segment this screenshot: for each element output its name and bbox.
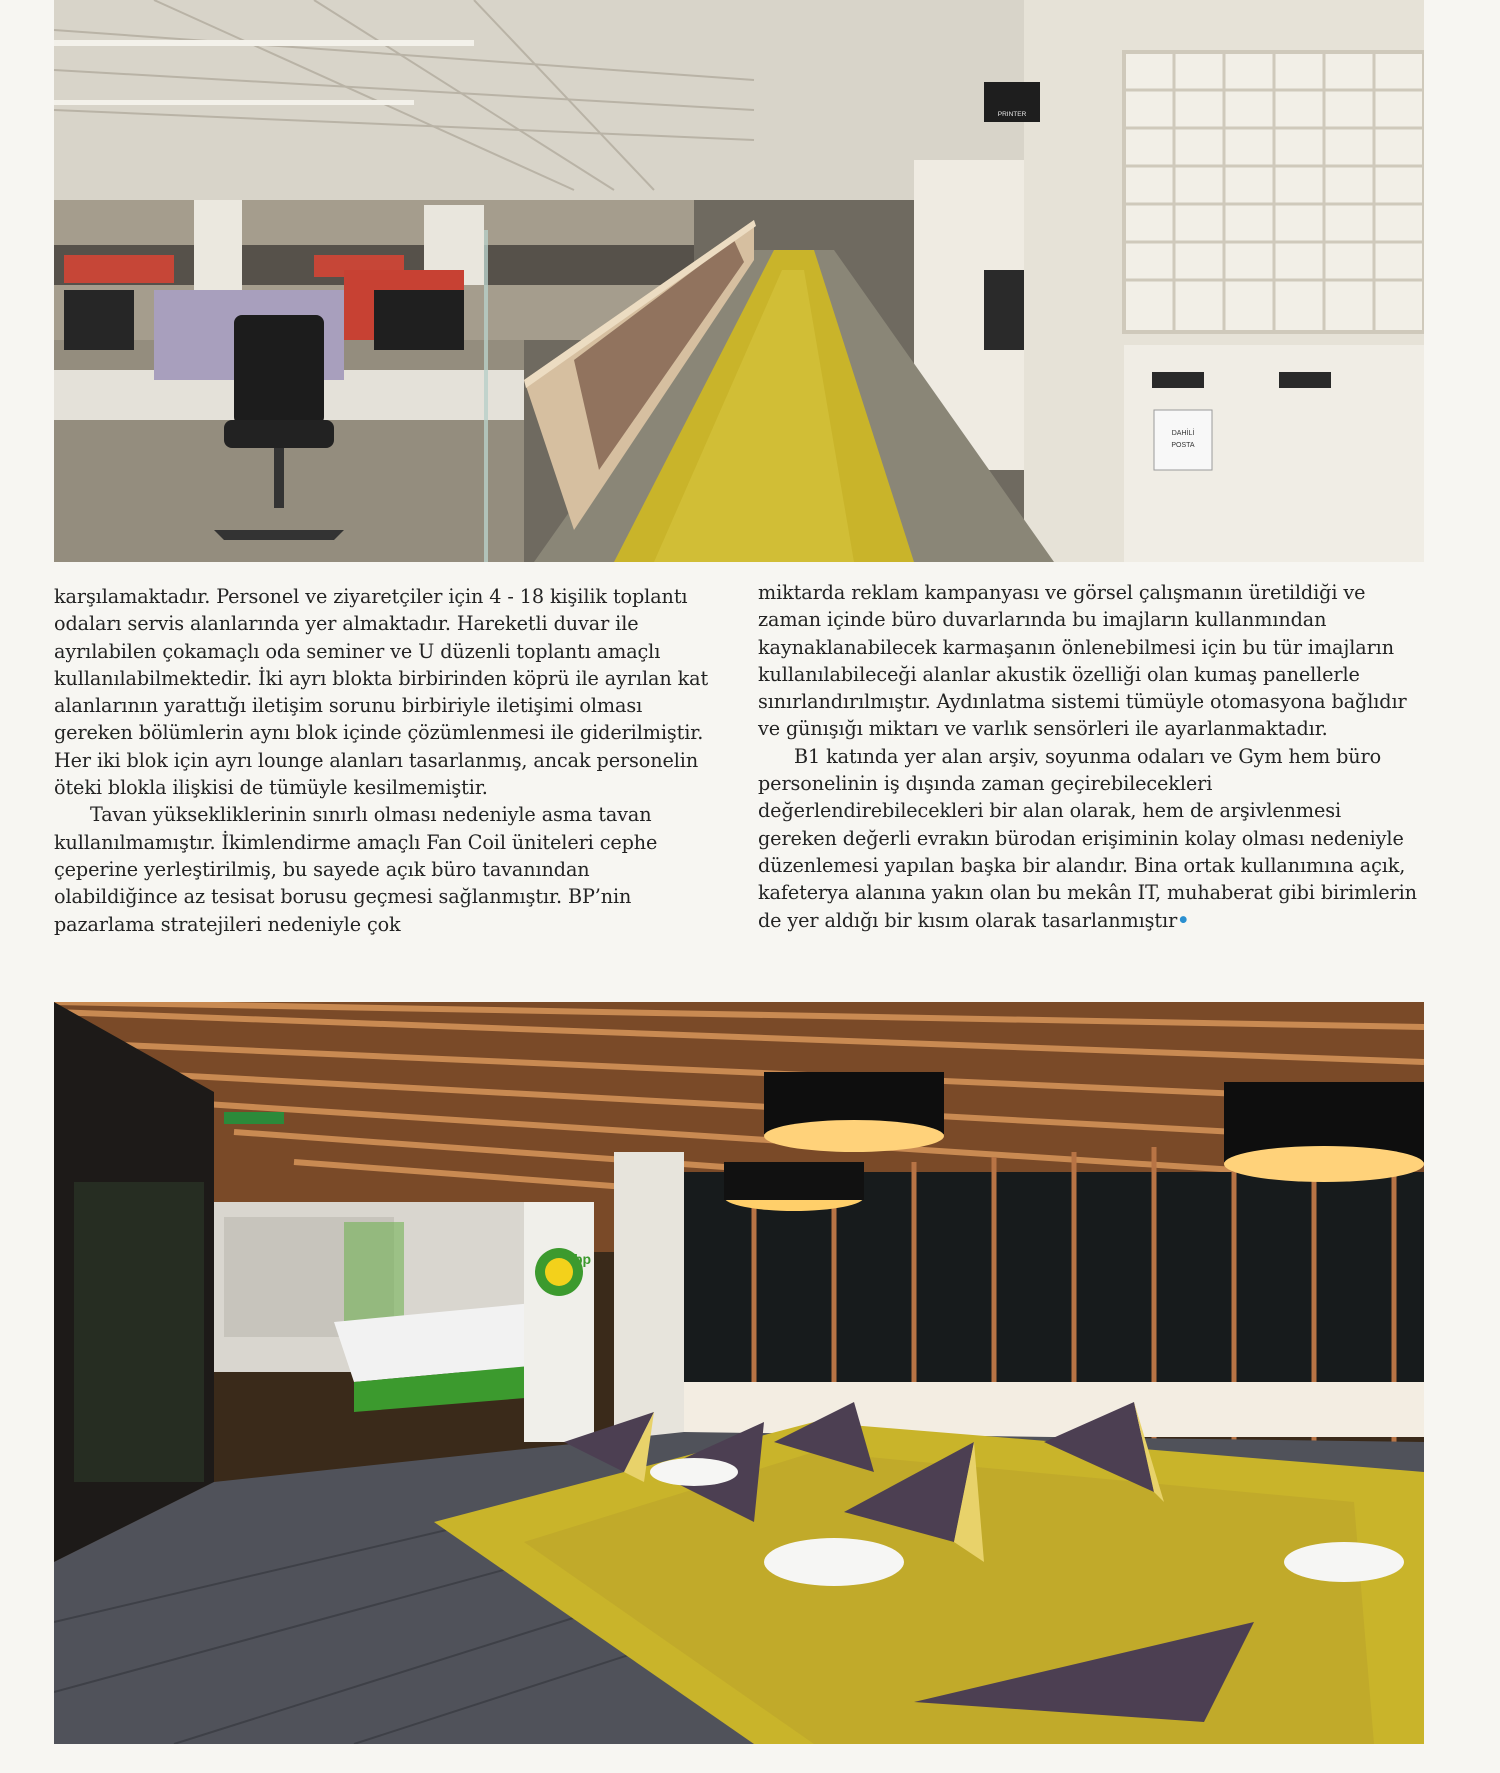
lounge-photo bbox=[54, 1002, 1424, 1744]
lounge-illustration bbox=[54, 1002, 1424, 1744]
paragraph: Tavan yüksekliklerinin sınırlı olması nedeniyle asma tavan kullanılmamıştır. İkimlendirme amaçlı Fan Coil üniteleri cephe çeperine yerleştirilmiş, bu sayede açık büro tavanından olabildiğince az tesisat borusu geçmesi sağlanmıştır. BP’nin pazarlama stratejileri nedeniyle çok bbox=[54, 803, 658, 936]
bp-logo-text: bp bbox=[574, 1251, 592, 1267]
article-right-column bbox=[758, 579, 1418, 934]
mail-sign-line1: DAHİLİ bbox=[1171, 430, 1195, 437]
paragraph: miktarda reklam kampanyası ve görsel çalışmanın üretildiği ve zaman içinde büro duvarlarında bu imajların kullanmından kaynaklanabilecek karmaşanın önlenebilmesi için bu tür imajların kullanılabileceği alanlar akustik özelliği olan kumaş panellerle sınırlandırılmıştır. Aydınlatma sistemi tümüyle otomasyona bağlıdır ve günışığı miktarı ve varlık sensörleri ile ayarlanmaktadır. bbox=[758, 581, 1407, 741]
office-corridor-illustration bbox=[54, 0, 1424, 562]
paragraph: karşılamaktadır. Personel ve ziyaretçiler için 4 - 18 kişilik toplantı odaları servis alanlarında yer almaktadır. Hareketli duvar ile ayrılabilen çokamaçlı oda seminer ve U düzenli toplantı amaçlı kullanılabilmektedir. İki ayrı blokta birbirinden köprü ile ayrılan kat alanlarının yarattığı iletişim sorunu birbiriyle iletişimi olması gereken bölümlerin aynı blok içinde çözümlenmesi ile giderilmiştir. Her iki blok için ayrı lounge alanları tasarlanmış, ancak personelin öteki blokla ilişkisi de tümüyle kesilmemiştir. bbox=[54, 585, 709, 800]
mail-sign-line2: POSTA bbox=[1171, 442, 1195, 449]
paragraph-last bbox=[758, 743, 1418, 934]
paragraph-last-text: B1 katında yer alan arşiv, soyunma odaları ve Gym hem büro personelinin iş dışında zaman geçirebilecekleri değerlendirebilecekleri bir alan olarak, hem de arşivlenmesi gereken değerli evrakın bürodan erişiminin kolay olması nedeniyle düzenlemesi yapılan başka bir alandır. Bina ortak kullanımına açık, kafeterya alanına yakın olan bu mekân IT, muhaberat gibi birimlerin de yer aldığı bir kısım olarak tasarlanmıştır bbox=[758, 744, 1417, 932]
printer-sign: PRINTER bbox=[997, 111, 1027, 118]
office-corridor-photo bbox=[54, 0, 1424, 562]
mail-sign-bg bbox=[1154, 410, 1212, 470]
article-left-column bbox=[54, 583, 714, 938]
article-end-mark: • bbox=[1177, 908, 1190, 932]
